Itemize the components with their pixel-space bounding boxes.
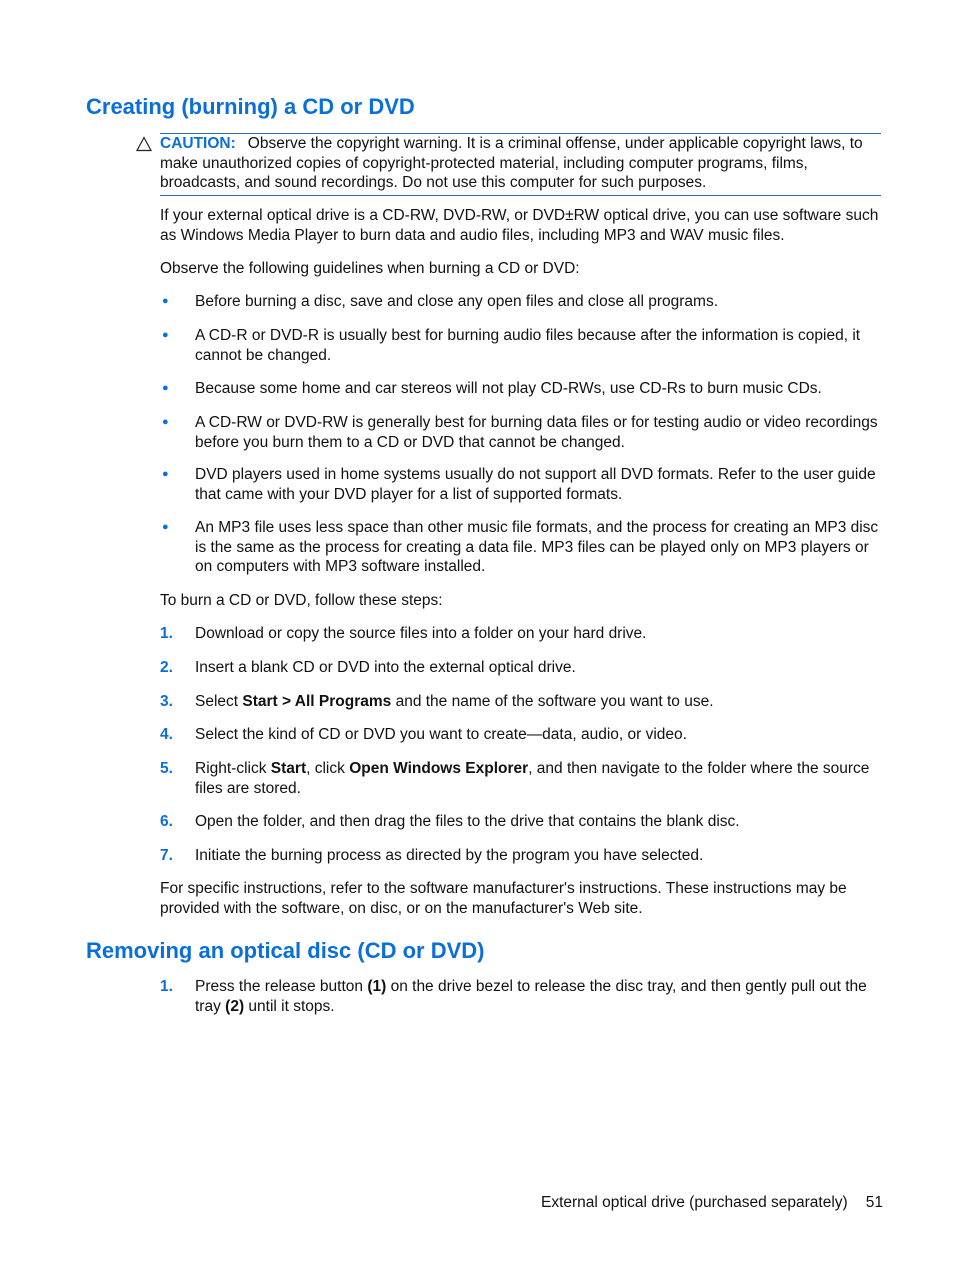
caution-text: Observe the copyright warning. It is a criminal offense, under applicable copyright laws, to make unauthorized copies of copyright-protected material, including computer programs, films, broadcasts, and sound recordings. Do not use this computer for such purposes. <box>160 135 863 191</box>
step-item <box>160 812 881 832</box>
step-text-part: , and then navigate to the folder where the source files are stored. <box>195 760 870 797</box>
step-text-part: Press the release button <box>195 978 368 995</box>
step-text-part: and the name of the software you want to use. <box>391 693 714 710</box>
step-text-part: , click <box>306 760 350 777</box>
bullet-icon: ● <box>162 295 169 307</box>
step-text: Open the folder, and then drag the files to the drive that contains the blank disc. <box>195 813 740 830</box>
guideline-text: A CD-RW or DVD-RW is generally best for burning data files or for testing audio or video recordings before you burn them to a CD or DVD that cannot be changed. <box>195 414 878 451</box>
step-number: 6. <box>160 813 173 830</box>
guideline-item <box>160 413 881 452</box>
step-text: Insert a blank CD or DVD into the external optical drive. <box>195 659 576 676</box>
step-bold-text: (1) <box>367 978 387 995</box>
step-item <box>160 725 881 745</box>
guideline-text: Because some home and car stereos will not play CD-RWs, use CD-Rs to burn music CDs. <box>195 380 822 397</box>
footer-text: External optical drive (purchased separately) <box>541 1194 848 1211</box>
section-title-removing: Removing an optical disc (CD or DVD) <box>86 938 485 963</box>
guideline-item <box>160 326 881 365</box>
step-bold-text: Start <box>270 760 307 777</box>
step-item <box>160 846 881 866</box>
step-text-part: until it stops. <box>244 997 335 1015</box>
step-number: 5. <box>160 760 173 777</box>
step-number: 3. <box>160 693 173 710</box>
step-number: 1. <box>160 625 173 642</box>
steps-intro: To burn a CD or DVD, follow these steps: <box>160 592 443 609</box>
step-bold-text: (2) <box>225 997 245 1015</box>
guideline-text: An MP3 file uses less space than other music file formats, and the process for creating an MP3 disc is the same as the process for creating a data file. MP3 files can be played only on MP3 players or on computers with MP3 software installed. <box>195 519 879 575</box>
guideline-item <box>160 518 881 577</box>
step-bold-text: Start > All Programs <box>242 693 392 710</box>
step-item <box>160 658 881 678</box>
step-text-part: Right-click <box>195 760 271 777</box>
step-bold-text: Open Windows Explorer <box>349 760 529 777</box>
step-text-part: on the drive bezel to release the disc tray, and then gently pull out the tray <box>195 978 867 1015</box>
step-text <box>195 692 881 712</box>
step-item <box>160 977 881 1016</box>
bullet-icon: ● <box>162 382 169 394</box>
step-text <box>195 759 881 798</box>
guideline-item <box>160 465 881 504</box>
step-text: Download or copy the source files into a folder on your hard drive. <box>195 625 647 642</box>
step-number: 2. <box>160 659 173 676</box>
bullet-icon: ● <box>162 416 169 428</box>
caution-box <box>160 133 881 196</box>
step-item <box>160 624 881 644</box>
guideline-item <box>160 292 881 312</box>
page-footer <box>541 1193 883 1213</box>
step-text <box>195 977 881 1016</box>
guideline-item <box>160 379 881 399</box>
step-text: Select the kind of CD or DVD you want to create—data, audio, or video. <box>195 726 687 743</box>
guidelines-intro: Observe the following guidelines when burning a CD or DVD: <box>160 260 580 277</box>
step-number: 1. <box>160 978 173 995</box>
bullet-icon: ● <box>162 521 169 533</box>
step-item <box>160 759 881 798</box>
caution-triangle-icon <box>136 136 152 152</box>
step-item <box>160 692 881 712</box>
step-number: 4. <box>160 726 173 743</box>
section-title-burning: Creating (burning) a CD or DVD <box>86 94 415 119</box>
intro-paragraph: If your external optical drive is a CD-RW, DVD-RW, or DVD±RW optical drive, you can use software such as Windows Media Player to burn data and audio files, including MP3 and WAV music files. <box>160 207 879 244</box>
guideline-text: A CD-R or DVD-R is usually best for burning audio files because after the information is copied, it cannot be changed. <box>195 327 861 364</box>
guideline-text: Before burning a disc, save and close any open files and close all programs. <box>195 293 718 310</box>
step-text-part: Select <box>195 693 243 710</box>
closing-paragraph: For specific instructions, refer to the software manufacturer's instructions. These instructions may be provided with the software, on disc, or on the manufacturer's Web site. <box>160 880 847 917</box>
step-number: 7. <box>160 847 173 864</box>
guideline-text: DVD players used in home systems usually do not support all DVD formats. Refer to the user guide that came with your DVD player for a list of supported formats. <box>195 466 876 503</box>
caution-label: CAUTION: <box>160 135 236 152</box>
step-text: Initiate the burning process as directed by the program you have selected. <box>195 847 704 864</box>
bullet-icon: ● <box>162 329 169 341</box>
page-number: 51 <box>865 1194 883 1211</box>
bullet-icon: ● <box>162 468 169 480</box>
